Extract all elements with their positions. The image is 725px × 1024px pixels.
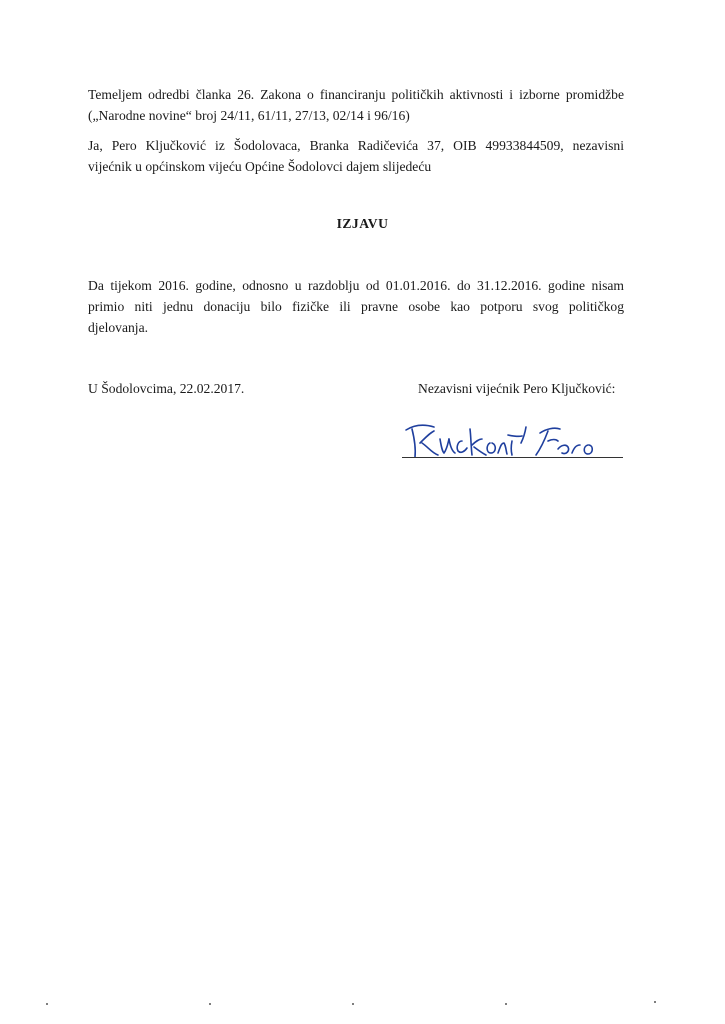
signature-line <box>402 457 623 458</box>
scan-speck <box>654 1001 656 1003</box>
statement-paragraph <box>88 275 624 338</box>
statement-line-1: Da tijekom 2016. godine, odnosno u razdoblju od 01.01.2016. do 31.12.2016. godine nisam <box>88 278 624 293</box>
declarant-paragraph <box>88 135 624 177</box>
legal-basis-paragraph <box>88 84 624 126</box>
scan-speck <box>209 1003 211 1005</box>
scan-speck <box>352 1003 354 1005</box>
legal-basis-line-1: Temeljem odredbi članka 26. Zakona o financiranju političkih aktivnosti i izborne promidžbe <box>88 87 624 102</box>
declarant-line-1: Ja, Pero Ključković iz Šodolovaca, Branka Radičevića 37, OIB 49933844509, nezavisni <box>88 138 624 153</box>
document-heading: IZJAVU <box>336 216 389 231</box>
signer-label: Nezavisni vijećnik Pero Ključković: <box>418 381 616 396</box>
declarant-line-2: vijećnik u općinskom vijeću Općine Šodolovci dajem slijedeću <box>88 159 432 174</box>
statement-line-3: djelovanja. <box>88 320 149 335</box>
place-and-date: U Šodolovcima, 22.02.2017. <box>88 381 245 396</box>
scan-speck <box>46 1003 48 1005</box>
scan-speck <box>505 1003 507 1005</box>
legal-basis-line-2: („Narodne novine“ broj 24/11, 61/11, 27/13, 02/14 i 96/16) <box>88 108 410 123</box>
statement-line-2: primio niti jednu donaciju bilo fizičke ili pravne osobe kao potporu svog političkog <box>88 299 624 314</box>
